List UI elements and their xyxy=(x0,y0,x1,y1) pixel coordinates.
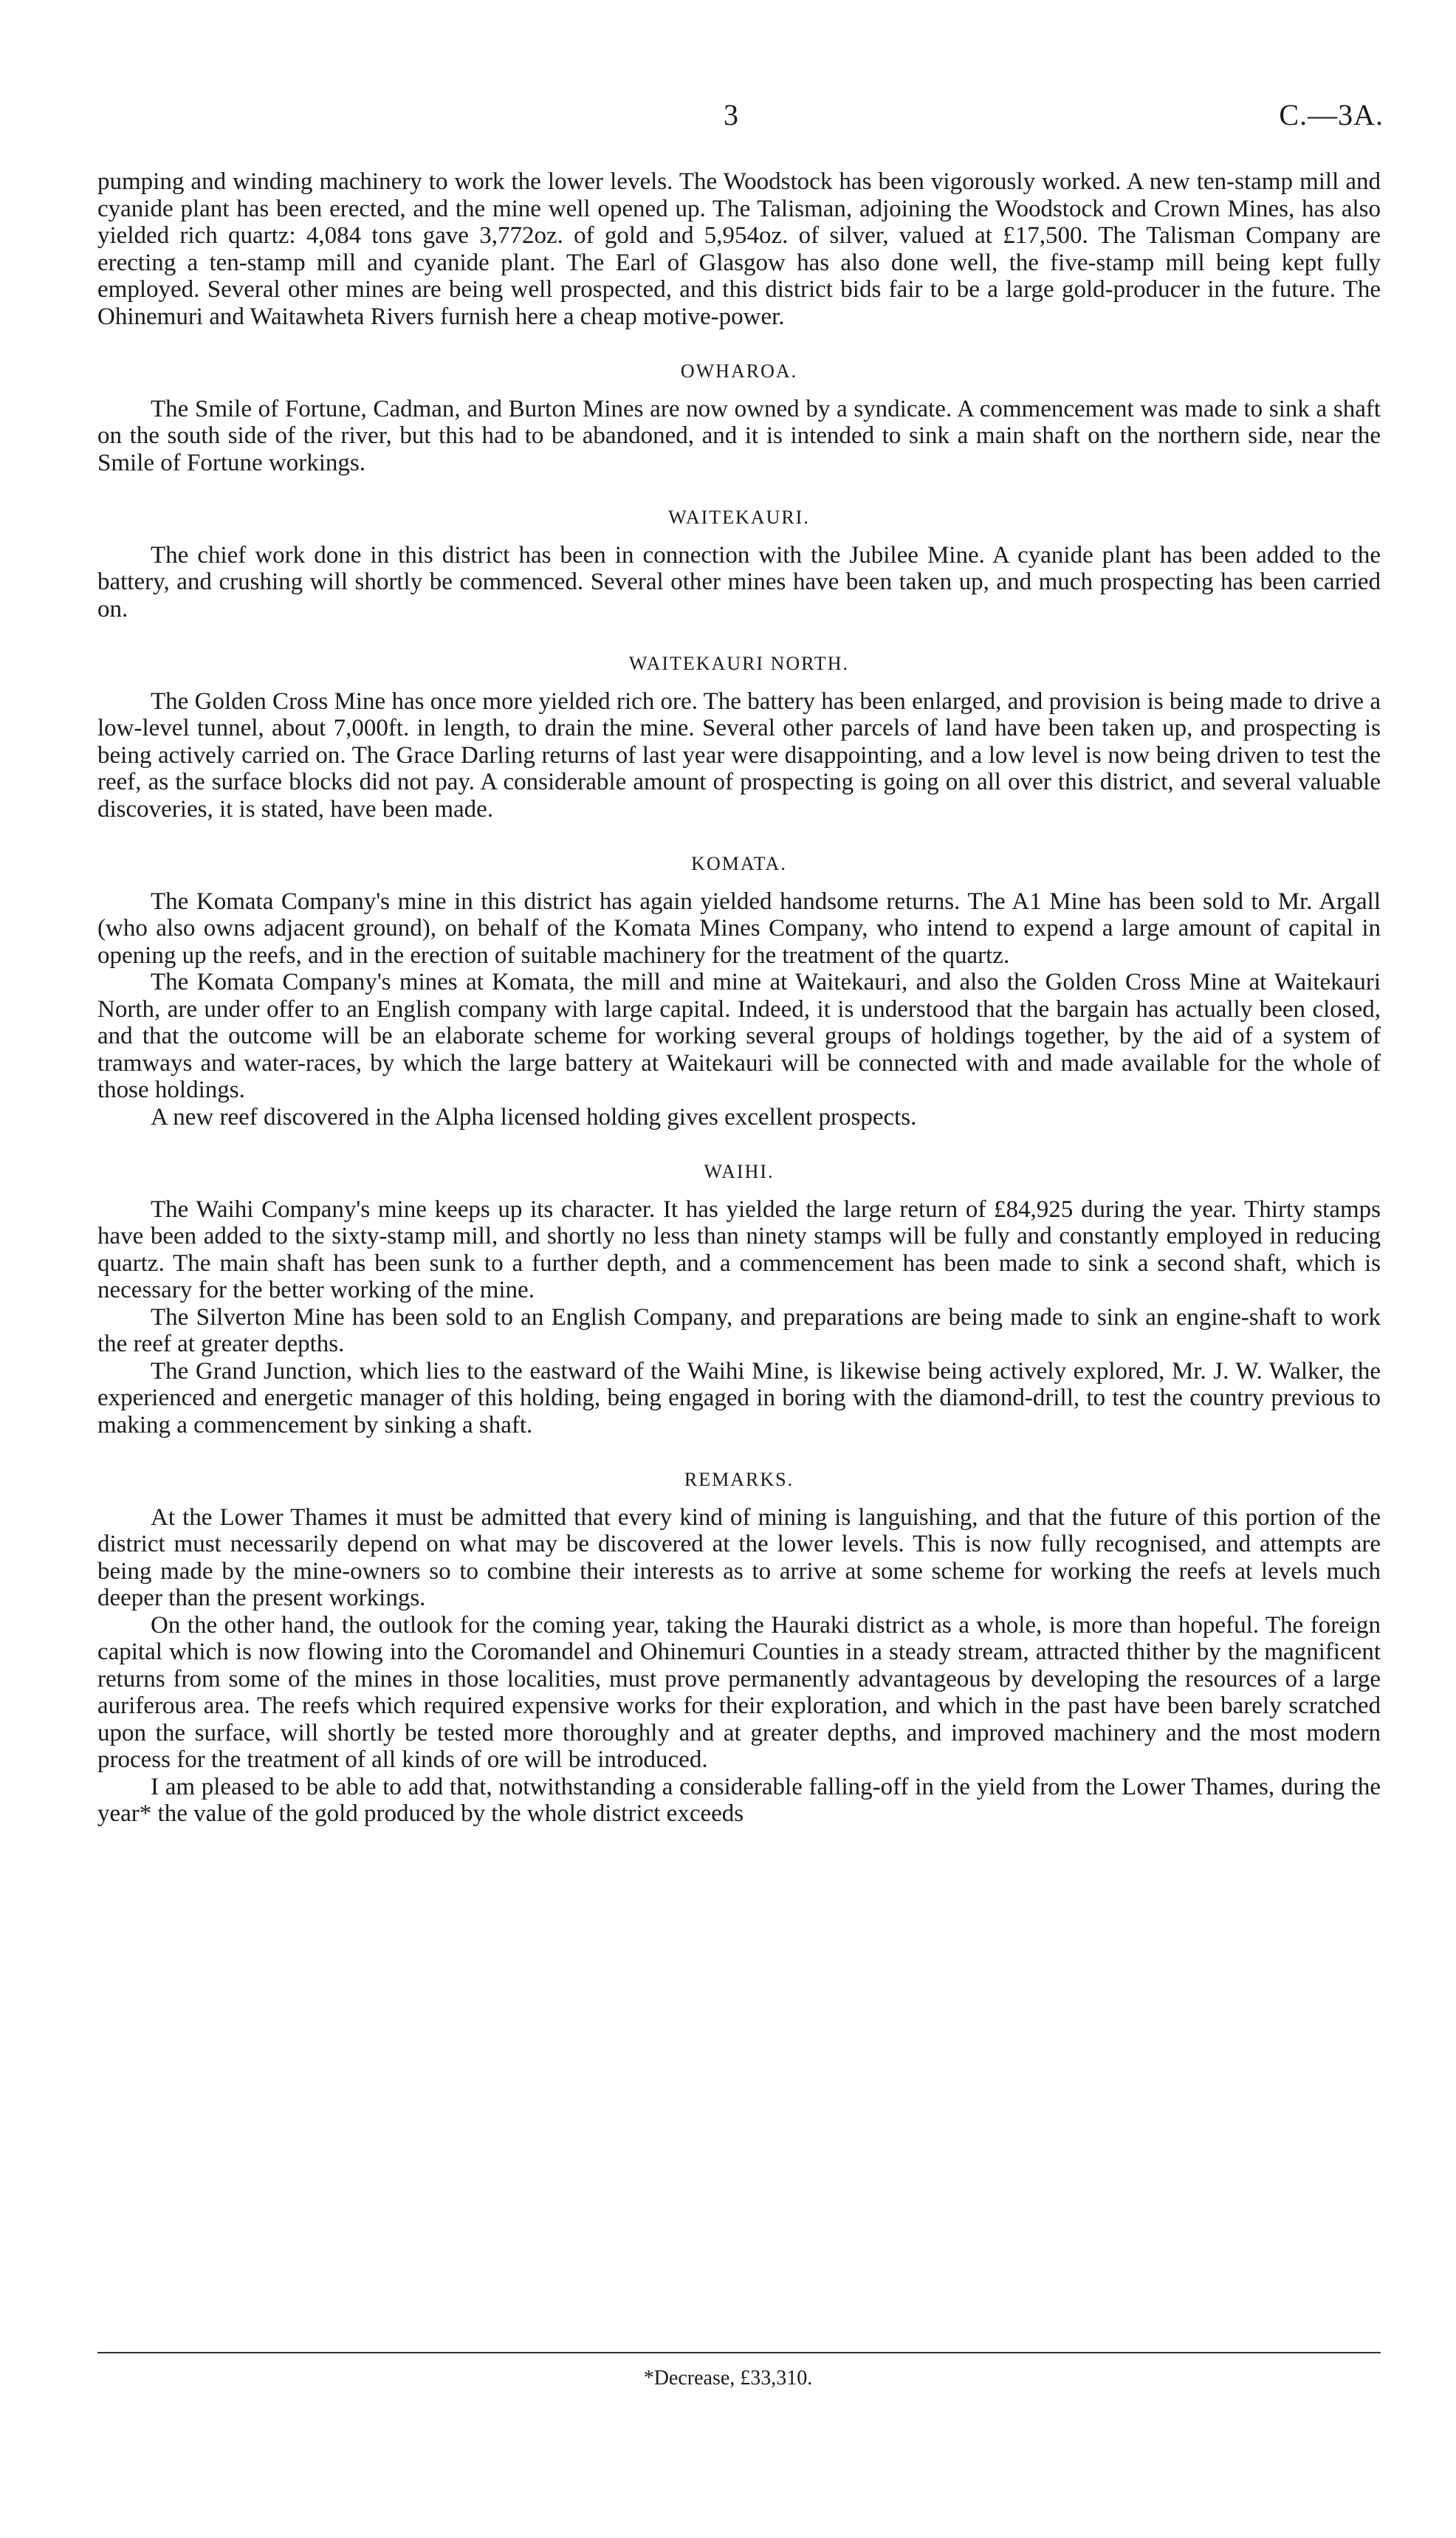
section xyxy=(97,851,1381,1131)
paragraph: At the Lower Thames it must be admitted that every kind of mining is languishing, and that the future of this portion of the district must necessarily depend on what may be discovered at the lower levels. This is now fully recognised, and attempts are being made by the mine-owners so to combine their interests as to arrive at some scheme for working the reefs at levels much deeper than the present workings. xyxy=(97,1503,1381,1611)
section xyxy=(97,358,1381,476)
footnote-rule xyxy=(97,2352,1381,2353)
paragraph: The Silverton Mine has been sold to an English Company, and preparations are being made to sink an engine-shaft to work the reef at greater depths. xyxy=(97,1303,1381,1357)
section xyxy=(97,651,1381,823)
section-heading: WAITEKAURI. xyxy=(668,507,810,528)
paragraph: The Smile of Fortune, Cadman, and Burton Mines are now owned by a syndicate. A commencement was made to sink a shaft on the south side of the river, but this had to be abandoned, and it is intended to sink a main shaft on the northern side, near the Smile of Fortune workings. xyxy=(97,395,1381,476)
footnote: *Decrease, £33,310. xyxy=(643,2367,813,2390)
section xyxy=(97,1467,1381,1828)
paragraph: The Komata Company's mine in this district has again yielded handsome returns. The A1 Mine has been sold to Mr. Argall (who also owns adjacent ground), on behalf of the Komata Mines Company, who intend to expend a large amount of capital in opening up the reefs, and in the erection of suitable machinery for the treatment of the quartz. xyxy=(97,888,1381,969)
paragraph: pumping and winding machinery to work the lower levels. The Woodstock has been vigorously worked. A new ten-stamp mill and cyanide plant has been erected, and the mine well opened up. The Talisman, adjoining the Woodstock and Crown Mines, has also yielded rich quartz: 4,084 tons gave 3,772oz. of gold and 5,954oz. of silver, valued at £17,500. The Talisman Company are erecting a ten-stamp mill and cyanide plant. The Earl of Glasgow has also done well, the five-stamp mill being kept fully employed. Several other mines are being well prospected, and this district bids fair to be a large gold-producer in the future. The Ohinemuri and Waitawheta Rivers furnish here a cheap motive-power. xyxy=(97,168,1381,330)
paragraph: I am pleased to be able to add that, notwithstanding a considerable falling-off in the yield from the Lower Thames, during the year* the value of the gold produced by the whole district exceeds xyxy=(97,1773,1381,1827)
section-heading: WAITEKAURI NORTH. xyxy=(628,653,850,674)
page-number: 3 xyxy=(724,98,738,131)
paragraph: The Komata Company's mines at Komata, the mill and mine at Waitekauri, and also the Golden Cross Mine at Waitekauri North, are under offer to an English company with large capital. Indeed, it is understood that the bargain has actually been closed, and that the outcome will be an elaborate scheme for working several groups of holdings together, by the aid of a system of tramways and water-races, by which the large battery at Waitekauri will be connected with and made available for the whole of those holdings. xyxy=(97,969,1381,1103)
document-reference: C.—3A. xyxy=(1279,98,1384,131)
section-heading: OWHAROA. xyxy=(680,360,798,382)
section-heading: REMARKS. xyxy=(684,1469,794,1490)
section-heading: WAIHI. xyxy=(704,1161,775,1182)
section xyxy=(97,168,1381,330)
document-body xyxy=(97,168,1381,1828)
paragraph: The Grand Junction, which lies to the eastward of the Waihi Mine, is likewise being actively explored, Mr. J. W. Walker, the experienced and energetic manager of this holding, being engaged in boring with the diamond-drill, to test the country previous to making a commencement by sinking a shaft. xyxy=(97,1357,1381,1438)
paragraph: The Golden Cross Mine has once more yielded rich ore. The battery has been enlarged, and provision is being made to drive a low-level tunnel, about 7,000ft. in length, to drain the mine. Several other parcels of land have been taken up, and prospecting is being actively carried on. The Grace Darling returns of last year were disappointing, and a low level is now being driven to test the reef, as the surface blocks did not pay. A considerable amount of prospecting is going on all over this district, and several valuable discoveries, it is stated, have been made. xyxy=(97,687,1381,823)
section-heading: KOMATA. xyxy=(691,853,787,874)
paragraph: A new reef discovered in the Alpha licensed holding gives excellent prospects. xyxy=(151,1103,917,1131)
page-header xyxy=(0,97,1456,142)
paragraph: The chief work done in this district has been in connection with the Jubilee Mine. A cyanide plant has been added to the battery, and crushing will shortly be commenced. Several other mines have been taken up, and much prospecting has been carried on. xyxy=(97,541,1381,623)
section xyxy=(97,504,1381,623)
paragraph: The Waihi Company's mine keeps up its character. It has yielded the large return of £84,925 during the year. Thirty stamps have been added to the sixty-stamp mill, and shortly no less than ninety stamps will be fully and constantly employed in reducing quartz. The main shaft has been sunk to a further depth, and a commencement has been made to sink a second shaft, which is necessary for the better working of the mine. xyxy=(97,1196,1381,1303)
paragraph: On the other hand, the outlook for the coming year, taking the Hauraki district as a whole, is more than hopeful. The foreign capital which is now flowing into the Coromandel and Ohinemuri Counties in a steady stream, attracted thither by the magnificent returns from some of the mines in those localities, must prove permanently advantageous by developing the resources of a large auriferous area. The reefs which required expensive works for their exploration, and which in the past have been barely scratched upon the surface, will shortly be tested more thoroughly and at greater depths, and improved machinery and the most modern process for the treatment of all kinds of ore will be introduced. xyxy=(97,1611,1381,1773)
section xyxy=(97,1159,1381,1438)
